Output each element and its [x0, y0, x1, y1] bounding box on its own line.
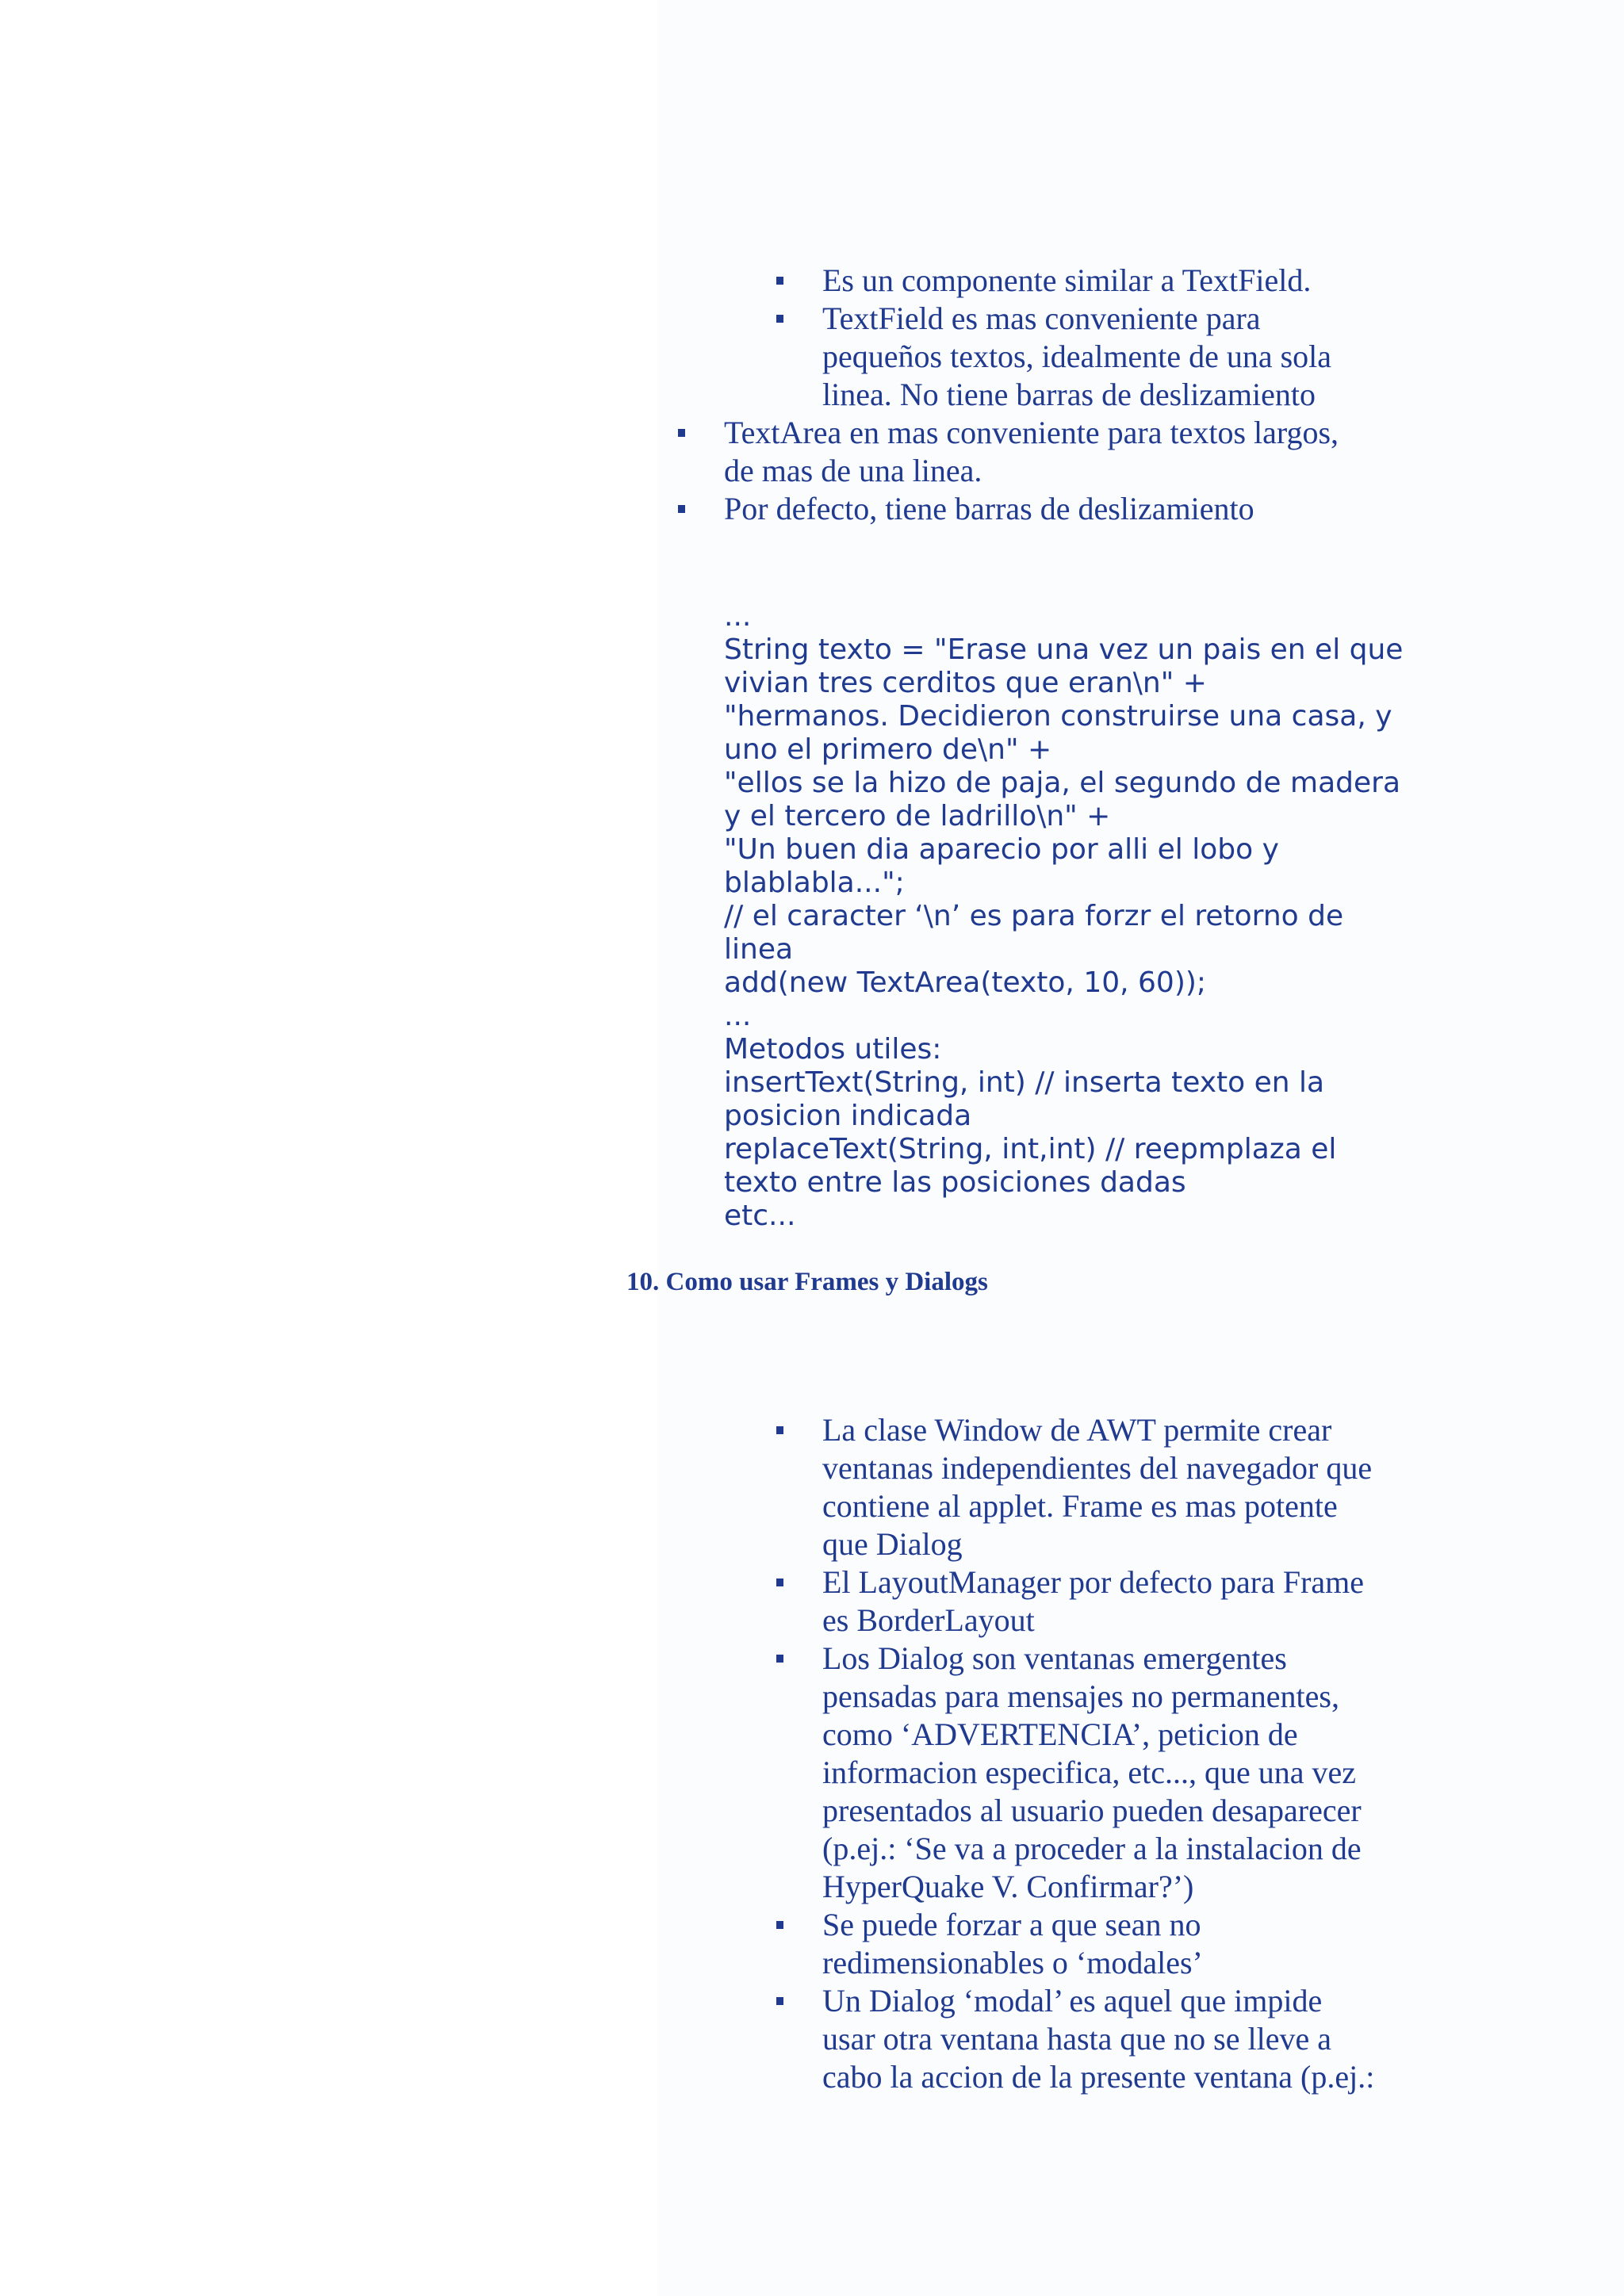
code-line: "Un buen dia aparecio por alli el lobo y [724, 833, 1279, 866]
bullet-icon [776, 1578, 783, 1586]
bullet-icon [678, 505, 685, 513]
code-line: "ellos se la hizo de paja, el segundo de madera [724, 767, 1401, 799]
code-line: // el caracter ‘\n’ es para forzr el retorno de [724, 900, 1344, 932]
list-item: TextField es mas conveniente para pequeños textos, idealmente de una sola linea. No tiene barras de deslizamiento [822, 300, 1615, 414]
code-line: uno el primero de\n" + [724, 733, 1052, 766]
code-line: ... [724, 600, 752, 633]
textarea-bullet-list [724, 414, 1612, 528]
section-heading: 10. Como usar Frames y Dialogs [626, 1268, 988, 1296]
code-line: ... [724, 1000, 752, 1032]
code-line: String texto = "Erase una vez un pais en el que [724, 633, 1404, 666]
code-line: posicion indicada [724, 1100, 972, 1132]
bullet-icon [776, 1655, 783, 1663]
code-line: y el tercero de ladrillo\n" + [724, 800, 1111, 832]
code-line: replaceText(String, int,int) // reepmplaza el [724, 1133, 1337, 1165]
list-item: El LayoutManager por defecto para Frame es BorderLayout [822, 1563, 1615, 1640]
list-item: TextArea en mas conveniente para textos largos, de mas de una linea. [724, 414, 1612, 490]
textarea-sub-bullet-list [822, 262, 1615, 414]
bullet-icon [776, 315, 783, 323]
code-line: linea [724, 933, 794, 966]
code-line: texto entre las posiciones dadas [724, 1166, 1186, 1199]
list-item: Se puede forzar a que sean no redimensionables o ‘modales’ [822, 1906, 1615, 1982]
code-line: add(new TextArea(texto, 10, 60)); [724, 966, 1207, 999]
bullet-icon [776, 1426, 783, 1434]
code-block [724, 600, 1612, 1233]
list-item: Un Dialog ‘modal’ es aquel que impide usar otra ventana hasta que no se lleve a cabo la accion de la presente ventana (p.ej.: [822, 1982, 1615, 2096]
code-line: etc... [724, 1200, 796, 1232]
bullet-icon [678, 429, 685, 437]
list-item: Los Dialog son ventanas emergentes pensadas para mensajes no permanentes, como ‘ADVERTENCIA’, peticion de informacion especifica, etc..., que una vez presentados al usuario pueden desaparecer (p.ej.: ‘Se va a proceder a la instalacion de HyperQuake V. Confirmar?’) [822, 1640, 1615, 1906]
code-line: blablabla..."; [724, 867, 905, 899]
bullet-icon [776, 1921, 783, 1929]
code-line: vivian tres cerditos que eran\n" + [724, 667, 1207, 699]
code-line: "hermanos. Decidieron construirse una casa, y [724, 700, 1392, 733]
code-line: insertText(String, int) // inserta texto en la [724, 1066, 1325, 1099]
list-item: Por defecto, tiene barras de deslizamiento [724, 490, 1612, 528]
code-line: Metodos utiles: [724, 1033, 942, 1066]
frames-bullet-list [822, 1411, 1615, 2096]
bullet-icon [776, 277, 783, 285]
list-item: Es un componente similar a TextField. [822, 262, 1615, 300]
bullet-icon [776, 1997, 783, 2005]
list-item: La clase Window de AWT permite crear ventanas independientes del navegador que contiene al applet. Frame es mas potente que Dialog [822, 1411, 1615, 1563]
